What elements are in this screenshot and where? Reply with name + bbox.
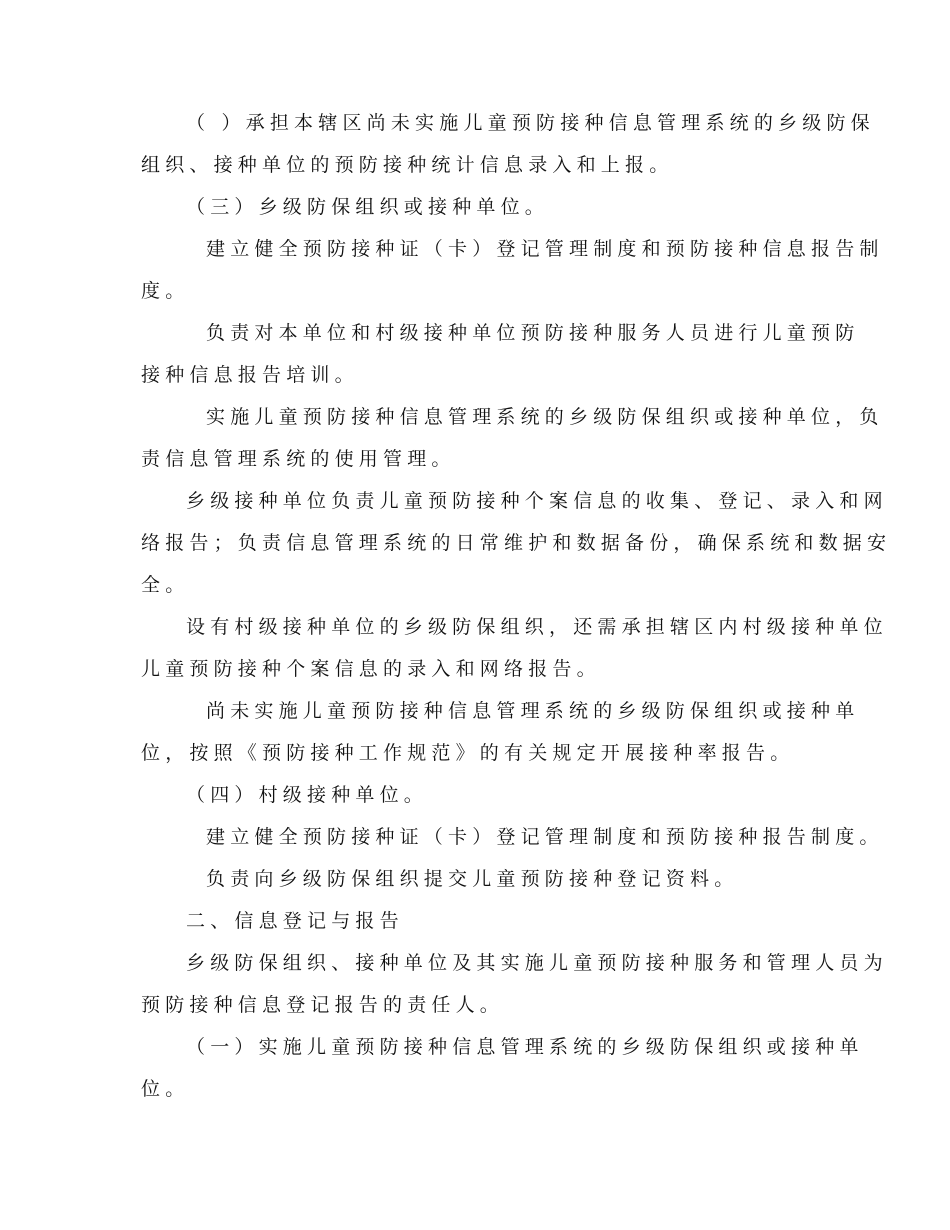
paragraph-line: 建立健全预防接种证（卡）登记管理制度和预防接种报告制度。: [206, 826, 884, 848]
section-heading: （三）乡级防保组织或接种单位。: [186, 196, 550, 218]
paragraph-line: 预防接种信息登记报告的责任人。: [141, 994, 505, 1016]
paragraph-line: 实施儿童预防接种信息管理系统的乡级防保组织或接种单位，负: [206, 406, 884, 428]
paragraph-line: 乡级防保组织、接种单位及其实施儿童预防接种服务和管理人员为: [186, 952, 888, 974]
paragraph-line: 乡级接种单位负责儿童预防接种个案信息的收集、登记、录入和网: [186, 490, 888, 512]
paragraph-line: 建立健全预防接种证（卡）登记管理制度和预防接种信息报告制: [206, 238, 884, 260]
paragraph-line: 位。: [141, 1078, 190, 1100]
paragraph-line: 度。: [141, 280, 190, 302]
paragraph-line: 负责对本单位和村级接种单位预防接种服务人员进行儿童预防: [206, 322, 860, 344]
paragraph-line: 负责向乡级防保组织提交儿童预防接种登记资料。: [206, 868, 739, 890]
paragraph-line: 位，按照《预防接种工作规范》的有关规定开展接种率报告。: [141, 742, 795, 764]
section-heading: （一）实施儿童预防接种信息管理系统的乡级防保组织或接种单: [186, 1036, 864, 1058]
paragraph-line: 尚未实施儿童预防接种信息管理系统的乡级防保组织或接种单: [206, 700, 860, 722]
paragraph-line: 设有村级接种单位的乡级防保组织，还需承担辖区内村级接种单位: [186, 616, 888, 638]
section-heading: （四）村级接种单位。: [186, 784, 429, 806]
paragraph-line: 组织、接种单位的预防接种统计信息录入和上报。: [141, 154, 674, 176]
paragraph-line: 责信息管理系统的使用管理。: [141, 448, 456, 470]
paragraph-line: （ ）承担本辖区尚未实施儿童预防接种信息管理系统的乡级防保: [186, 112, 875, 134]
section-heading: 二、信息登记与报告: [186, 910, 404, 932]
paragraph-line: 接种信息报告培训。: [141, 364, 359, 386]
paragraph-line: 络报告；负责信息管理系统的日常维护和数据备份，确保系统和数据安: [141, 532, 892, 554]
paragraph-line: 儿童预防接种个案信息的录入和网络报告。: [141, 658, 601, 680]
paragraph-line: 全。: [141, 574, 190, 596]
